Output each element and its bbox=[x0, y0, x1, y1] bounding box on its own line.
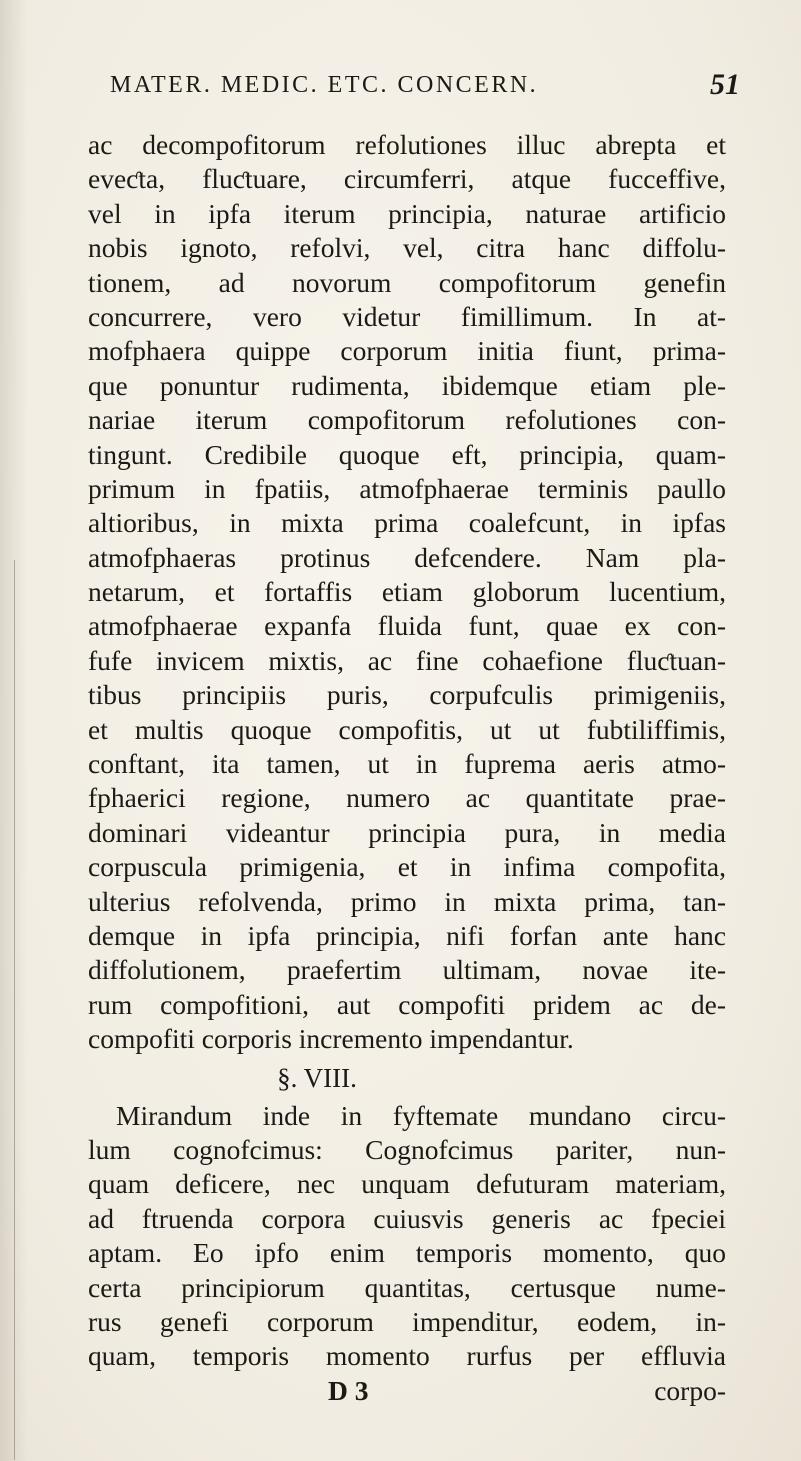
text-line: tingunt. Credibile quoque eft, principia, quam- bbox=[88, 438, 726, 470]
text-line: compofiti corporis incremento impendantur. bbox=[88, 1023, 574, 1055]
page-number: 51 bbox=[710, 68, 740, 101]
text-line: fufe invicem mixtis, ac fine cohaefione fluƈtuan- bbox=[88, 644, 726, 676]
text-line: que ponuntur rudimenta, ibidemque etiam ple- bbox=[88, 369, 726, 401]
text-line: conftant, ita tamen, ut in fuprema aeris atmo- bbox=[88, 748, 726, 780]
text-line: rum compofitioni, aut compofiti pridem ac de- bbox=[88, 988, 726, 1020]
section-heading: §. VIII. bbox=[277, 1062, 357, 1093]
text-line: tionem, ad novorum compofitorum genefin bbox=[88, 266, 726, 298]
text-line: altioribus, in mixta prima coalefcunt, in ipfas bbox=[88, 507, 726, 539]
text-line: dominari videantur principia pura, in media bbox=[88, 816, 726, 848]
signature-mark: D 3 bbox=[328, 1374, 369, 1406]
paragraph-2 bbox=[88, 1099, 726, 1374]
text-line: Mirandum inde in fyftemate mundano circu- bbox=[116, 1099, 726, 1131]
text-line: vel in ipfa iterum principia, naturae artificio bbox=[88, 197, 726, 229]
text-line: atmofphaeras protinus defcendere. Nam pla- bbox=[88, 541, 726, 573]
text-line: et multis quoque compofitis, ut ut fubtiliffimis, bbox=[88, 713, 726, 745]
body-text bbox=[88, 128, 726, 1408]
text-line: eveƈta, fluƈtuare, circumferri, atque fucceffive, bbox=[88, 163, 726, 195]
text-line: ad ftruenda corpora cuiusvis generis ac fpeciei bbox=[88, 1202, 726, 1234]
text-line: netarum, et fortaffis etiam globorum lucentium, bbox=[88, 576, 726, 608]
text-line: ulterius refolvenda, primo in mixta prima, tan- bbox=[88, 885, 726, 917]
page-header bbox=[110, 68, 740, 112]
text-line: nobis ignoto, refolvi, vel, citra hanc diffolu- bbox=[88, 232, 726, 264]
footer-line bbox=[88, 1374, 726, 1408]
text-line: lum cognofcimus: Cognofcimus pariter, nun- bbox=[88, 1133, 726, 1165]
catchword: corpo- bbox=[654, 1374, 726, 1406]
paragraph-1 bbox=[88, 128, 726, 1057]
running-head: MATER. MEDIC. ETC. CONCERN. bbox=[110, 72, 539, 98]
text-line: tibus principiis puris, corpufculis primigeniis, bbox=[88, 679, 726, 711]
text-line: demque in ipfa principia, nifi forfan ante hanc bbox=[88, 919, 726, 951]
text-line: quam deficere, nec unquam defuturam materiam, bbox=[88, 1168, 726, 1200]
text-line: corpuscula primigenia, et in infima compofita, bbox=[88, 851, 726, 883]
text-line: aptam. Eo ipfo enim temporis momento, quo bbox=[88, 1237, 726, 1269]
text-line: rus genefi corporum impenditur, eodem, in- bbox=[88, 1305, 726, 1337]
text-line: mofphaera quippe corporum initia fiunt, prima- bbox=[88, 335, 726, 367]
text-line: quam, temporis momento rurfus per effluvia bbox=[88, 1340, 726, 1372]
text-line: concurrere, vero videtur fimillimum. In at- bbox=[88, 300, 726, 332]
gutter-line bbox=[14, 560, 15, 1460]
text-line: ac decompofitorum refolutiones illuc abrepta et bbox=[88, 129, 726, 160]
text-line: primum in fpatiis, atmofphaerae terminis paullo bbox=[88, 472, 726, 504]
text-line: diffolutionem, praefertim ultimam, novae ite- bbox=[88, 954, 726, 986]
text-line: fphaerici regione, numero ac quantitate prae- bbox=[88, 782, 726, 814]
text-line: atmofphaerae expanfa fluida funt, quae ex con- bbox=[88, 610, 726, 642]
text-line: certa principiorum quantitas, certusque nume- bbox=[88, 1271, 726, 1303]
text-line: nariae iterum compofitorum refolutiones con- bbox=[88, 404, 726, 436]
